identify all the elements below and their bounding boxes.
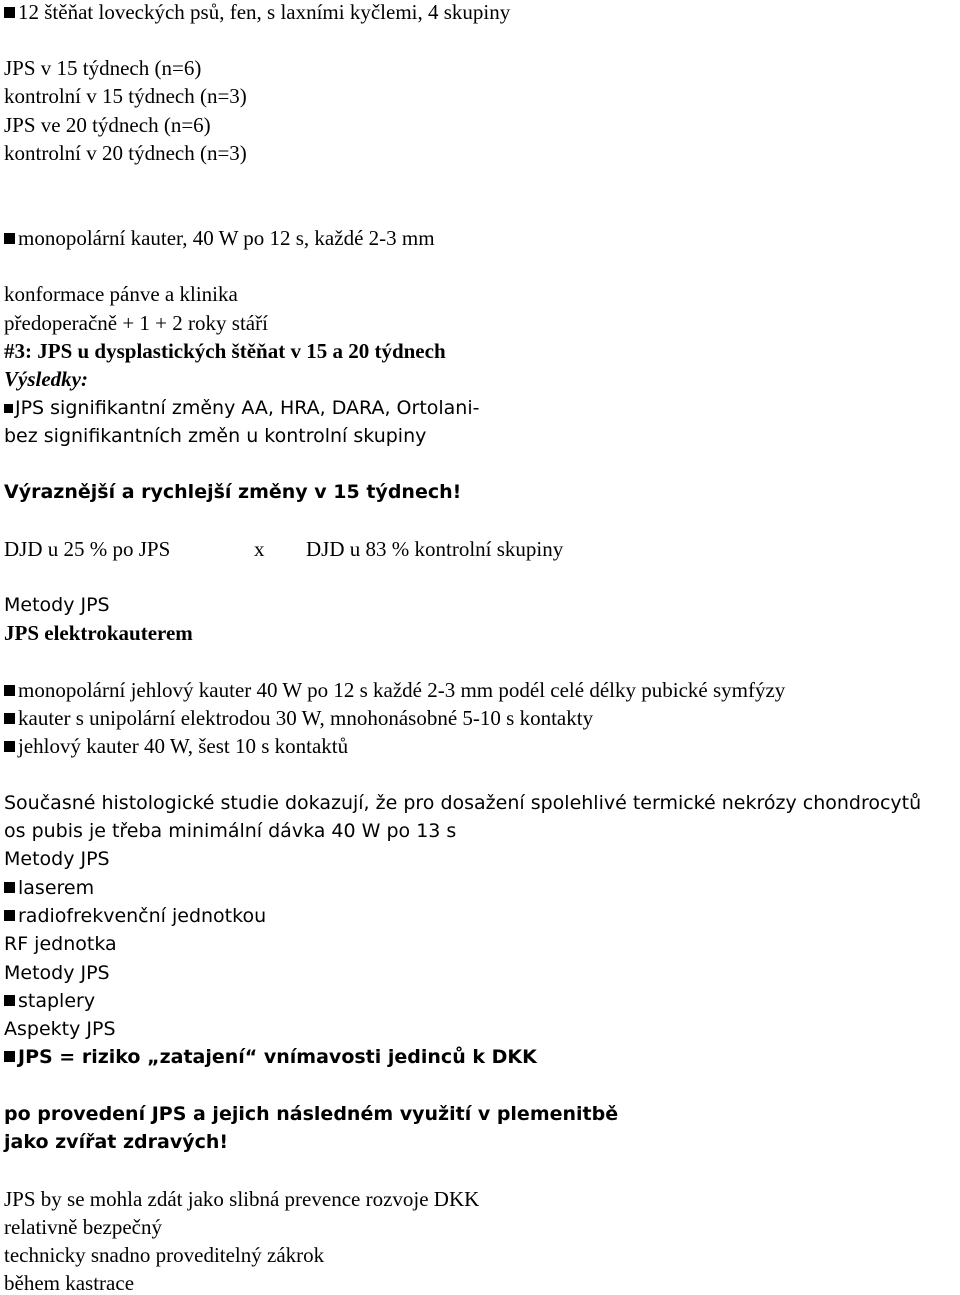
list-item: monopolární jehlový kauter 40 W po 12 s každé 2-3 mm podél celé délky pubické symfýzy bbox=[4, 678, 785, 702]
list-item: kauter s unipolární elektrodou 30 W, mnohonásobné 5-10 s kontakty bbox=[4, 706, 593, 730]
text-line: technicky snadno proveditelný zákrok bbox=[4, 1243, 325, 1267]
highlight-line: Výraznější a rychlejší změny v 15 týdnech! bbox=[4, 481, 462, 503]
square-bullet-icon bbox=[4, 741, 15, 752]
emphasis-line: jako zvířat zdravých! bbox=[4, 1131, 229, 1153]
subsection-heading: JPS elektrokauterem bbox=[4, 621, 193, 645]
text-line: JPS by se mohla zdát jako slibná prevence rozvoje DKK bbox=[4, 1187, 480, 1211]
square-bullet-icon bbox=[4, 233, 15, 244]
list-item: JPS = riziko „zatajení“ vnímavosti jedinců k DKK bbox=[4, 1045, 537, 1069]
section-heading: Metody JPS bbox=[4, 594, 110, 616]
group-line: kontrolní v 20 týdnech (n=3) bbox=[4, 141, 247, 165]
square-bullet-icon bbox=[4, 910, 15, 921]
study-summary-line: 12 štěňat loveckých psů, fen, s laxními kyčlemi, 4 skupiny bbox=[4, 0, 510, 24]
text-line: konformace pánve a klinika bbox=[4, 282, 238, 306]
group-line: JPS ve 20 týdnech (n=6) bbox=[4, 113, 211, 137]
square-bullet-icon bbox=[4, 1051, 15, 1062]
square-bullet-icon bbox=[4, 685, 15, 696]
study-heading: #3: JPS u dysplastických štěňat v 15 a 20 týdnech bbox=[4, 339, 446, 363]
text-line: Současné histologické studie dokazují, že pro dosažení spolehlivé termické nekrózy chondrocytů bbox=[4, 792, 922, 814]
square-bullet-icon bbox=[4, 995, 15, 1006]
text-line: os pubis je třeba minimální dávka 40 W po 13 s bbox=[4, 820, 457, 842]
list-item: staplery bbox=[4, 989, 95, 1013]
text-line: relativně bezpečný bbox=[4, 1215, 162, 1239]
group-line: JPS v 15 týdnech (n=6) bbox=[4, 56, 202, 80]
list-item: radiofrekvenční jednotkou bbox=[4, 904, 266, 928]
square-bullet-icon bbox=[4, 7, 15, 18]
section-heading: Metody JPS bbox=[4, 848, 110, 870]
text-line: RF jednotka bbox=[4, 933, 117, 955]
group-line: kontrolní v 15 týdnech (n=3) bbox=[4, 84, 247, 108]
section-heading: Aspekty JPS bbox=[4, 1018, 116, 1040]
section-heading: Metody JPS bbox=[4, 962, 110, 984]
method-line: monopolární kauter, 40 W po 12 s, každé 2-3 mm bbox=[4, 226, 435, 250]
results-text: bez signifikantních změn u kontrolní skupiny bbox=[4, 425, 427, 447]
emphasis-line: po provedení JPS a jejich následném využití v plemenitbě bbox=[4, 1103, 619, 1125]
square-bullet-icon bbox=[4, 882, 15, 893]
list-item: laserem bbox=[4, 876, 94, 900]
square-bullet-icon bbox=[4, 713, 15, 724]
list-item: jehlový kauter 40 W, šest 10 s kontaktů bbox=[4, 734, 348, 758]
square-bullet-icon bbox=[4, 404, 13, 413]
results-heading: Výsledky: bbox=[4, 367, 88, 391]
text-line: předoperačně + 1 + 2 roky stáří bbox=[4, 311, 268, 335]
text-line: během kastrace bbox=[4, 1271, 135, 1295]
results-item: JPS signifikantní změny AA, HRA, DARA, Ortolani- bbox=[4, 396, 480, 420]
